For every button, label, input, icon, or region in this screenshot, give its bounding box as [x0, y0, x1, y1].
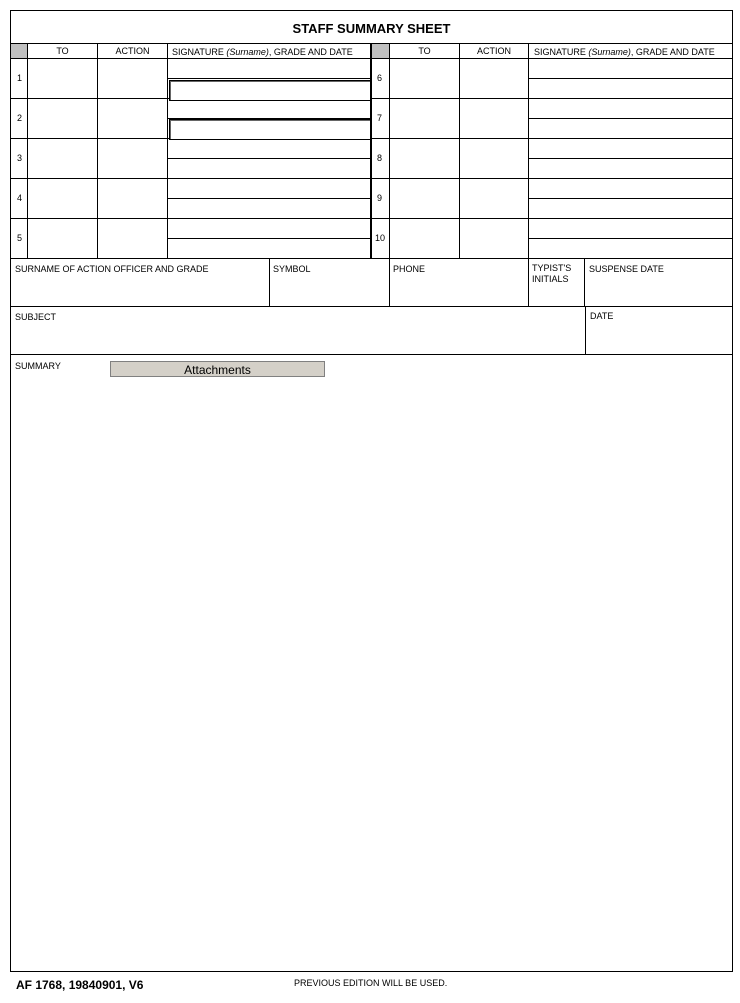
col-line [27, 43, 28, 258]
col-line [459, 43, 460, 258]
header-to-right: TO [418, 46, 431, 56]
header-signature-left [172, 47, 353, 58]
sig-midline [167, 158, 371, 159]
sig-midline [528, 158, 732, 159]
typist-initials-label [532, 263, 571, 285]
col-line [97, 43, 98, 258]
subject-label: SUBJECT [15, 312, 57, 322]
sig-midline [167, 198, 371, 199]
sig-midline [167, 238, 371, 239]
row-number: 3 [17, 153, 23, 163]
row-number: 9 [377, 193, 383, 203]
row-line [11, 218, 732, 219]
sig-midline [528, 238, 732, 239]
col-line [389, 43, 390, 258]
sig-midline [528, 78, 732, 79]
col-line [528, 43, 529, 258]
sig-midline [528, 118, 732, 119]
sig-suffix: , GRADE AND DATE [630, 47, 715, 57]
col-line [585, 306, 586, 354]
center-divider [370, 43, 372, 258]
typist-line-1: TYPIST'S [532, 263, 572, 273]
row-number: 5 [17, 233, 23, 243]
sig-prefix: SIGNATURE [534, 47, 589, 57]
sig-midline [528, 198, 732, 199]
officer-row-bottom [11, 306, 732, 307]
signature-field-1[interactable] [169, 80, 371, 101]
row-number: 4 [17, 193, 23, 203]
attachments-button[interactable]: Attachments [110, 361, 325, 377]
row-line [11, 138, 732, 139]
row-line [11, 98, 732, 99]
typist-line-2: INITIALS [532, 274, 569, 284]
date-label: DATE [590, 311, 614, 321]
header-signature-right [534, 47, 715, 58]
row-number: 8 [377, 153, 383, 163]
header-action-left: ACTION [115, 46, 150, 56]
row-number: 1 [17, 73, 23, 83]
summary-label: SUMMARY [15, 361, 61, 371]
header-action-right: ACTION [476, 46, 511, 56]
col-line [167, 43, 168, 258]
signature-field-2[interactable] [169, 119, 371, 140]
col-line [389, 258, 390, 306]
sig-suffix: , GRADE AND DATE [268, 47, 353, 57]
col-line [528, 258, 529, 306]
form-id: AF 1768, 19840901, V6 [16, 978, 144, 992]
row-number: 10 [375, 233, 386, 243]
sig-italic: (Surname) [588, 47, 631, 57]
row-number: 2 [17, 113, 23, 123]
edition-note: PREVIOUS EDITION WILL BE USED. [294, 978, 448, 988]
header-to-left: TO [56, 46, 69, 56]
row-number: 6 [377, 73, 383, 83]
subject-row-bottom [11, 354, 732, 355]
col-line [584, 258, 585, 306]
sig-italic: (Surname) [226, 47, 269, 57]
row-line [11, 258, 732, 259]
header-number-cell-left [11, 44, 27, 58]
row-number: 7 [377, 113, 383, 123]
symbol-label: SYMBOL [273, 264, 311, 274]
form-title: STAFF SUMMARY SHEET [292, 21, 451, 36]
sig-midline [167, 78, 371, 79]
phone-label: PHONE [393, 264, 426, 274]
suspense-date-label: SUSPENSE DATE [589, 264, 664, 274]
action-officer-label: SURNAME OF ACTION OFFICER AND GRADE [15, 264, 209, 274]
sig-prefix: SIGNATURE [172, 47, 227, 57]
header-number-cell-right [372, 44, 389, 58]
col-line [269, 258, 270, 306]
row-line [11, 178, 732, 179]
